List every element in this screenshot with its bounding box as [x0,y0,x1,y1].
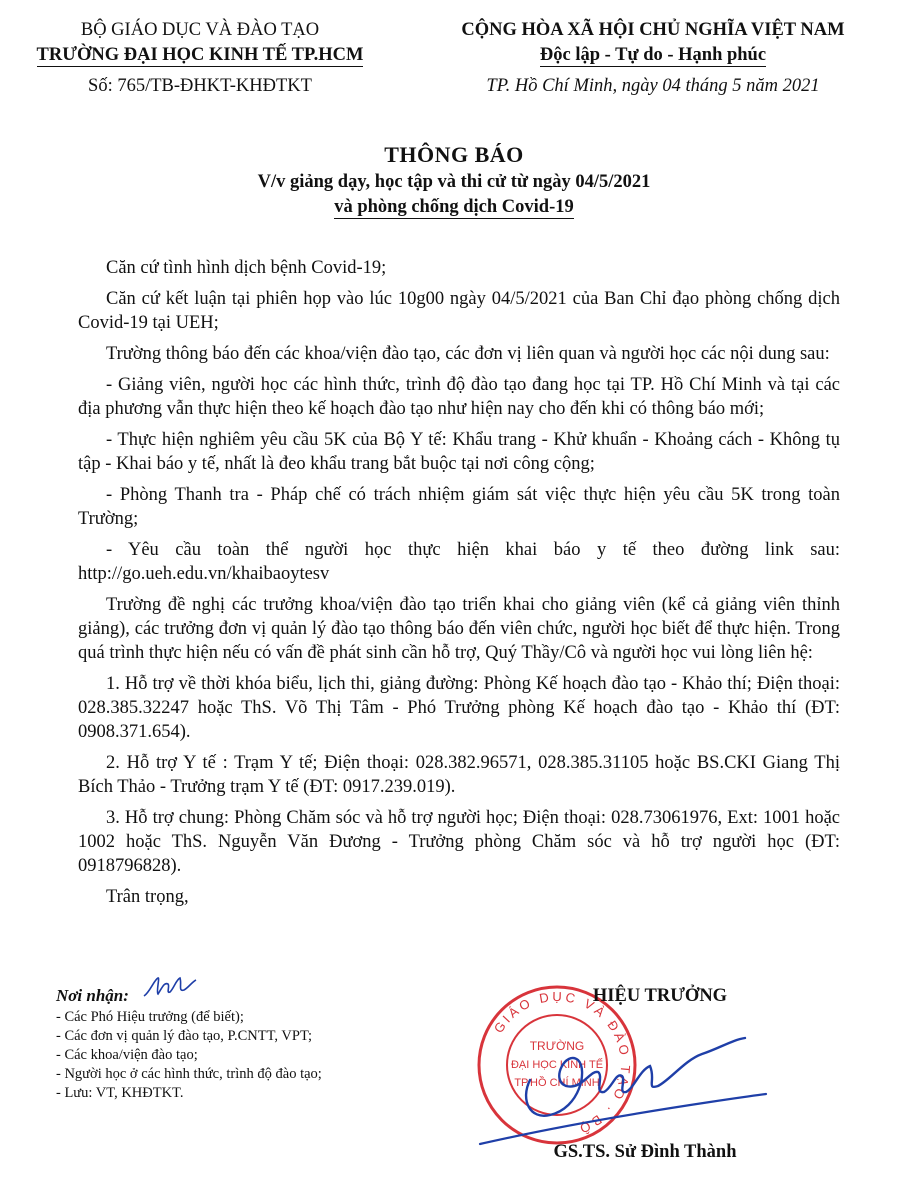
initial-signature [140,972,200,1002]
document-subtitle-2-text: và phòng chống dịch Covid-19 [334,197,574,217]
header-left [10,18,390,99]
recipient-item: - Các đơn vị quản lý đào tạo, P.CNTT, VPT; [56,1028,313,1044]
document-subtitle-2 [0,195,908,220]
header-right [418,18,888,99]
ministry-name: BỘ GIÁO DỤC VÀ ĐÀO TẠO [80,20,320,40]
stamp-line-3: TP.HỒ CHÍ MINH [514,1077,600,1089]
body-paragraph: Trường thông báo đến các khoa/viện đào tạo, các đơn vị liên quan và người học các nội dung sau: [106,344,830,364]
document-body [78,256,840,916]
body-paragraph: - Giảng viên, người học các hình thức, trình độ đào tạo đang học tại TP. Hồ Chí Minh và tại các địa phương vẫn thực hiện theo kế hoạch đào tạo như hiện nay cho đến khi có thông báo mới; [78,375,840,419]
country-name: CỘNG HÒA XÃ HỘI CHỦ NGHĨA VIỆT NAM [461,20,845,40]
body-paragraph: Căn cứ tình hình dịch bệnh Covid-19; [106,258,387,278]
recipients-title-row [56,986,436,1006]
recipient-item: - Các Phó Hiệu trưởng (để biết); [56,1009,244,1025]
principal-signature [470,1010,770,1150]
motto-text: Độc lập - Tự do - Hạnh phúc [539,45,767,65]
body-paragraph: Trường đề nghị các trưởng khoa/viện đào tạo triển khai cho giảng viên (kể cả giảng viên thỉnh giảng), các trưởng đơn vị quản lý đào tạo thông báo đến viên chức, người học biết để thực hiện. Trong quá trình thực hiện nếu có vấn đề phát sinh cần hỗ trợ, Quý Thầy/Cô và người học vui lòng liên hệ: [78,595,840,663]
document-title-block [0,142,908,220]
recipients-title: Nơi nhận: [56,986,129,1005]
school-name [10,43,390,68]
body-paragraph: Căn cứ kết luận tại phiên họp vào lúc 10g00 ngày 04/5/2021 của Ban Chỉ đạo phòng chống dịch Covid-19 tại UEH; [78,289,840,333]
signer-name: GS.TS. Sử Đình Thành [553,1142,737,1162]
document-subtitle-1: V/v giảng dạy, học tập và thi cử từ ngày 04/5/2021 [257,172,651,192]
body-paragraph: - Phòng Thanh tra - Pháp chế có trách nhiệm giám sát việc thực hiện yêu cầu 5K trong toàn Trường; [78,485,840,529]
body-paragraph: 2. Hỗ trợ Y tế : Trạm Y tế; Điện thoại: 028.382.96571, 028.385.31105 hoặc BS.CKI Giang Thị Bích Thảo - Trưởng trạm Y tế (ĐT: 0917.239.019). [78,753,840,797]
stamp-line-1: TRƯỜNG [529,1039,585,1053]
stamp-line-2: ĐẠI HỌC KINH TẾ [510,1059,604,1071]
school-name-text: TRƯỜNG ĐẠI HỌC KINH TẾ TP.HCM [36,45,364,65]
recipient-item: - Các khoa/viện đào tạo; [56,1047,198,1063]
recipient-item: - Lưu: VT, KHĐTKT. [56,1085,184,1101]
body-paragraph: 1. Hỗ trợ về thời khóa biểu, lịch thi, giảng đường: Phòng Kế hoạch đào tạo - Khảo thí; Điện thoại: 028.385.32247 hoặc ThS. Võ Thị Tâm - Phó Trưởng phòng Kế hoạch đào tạo - Khảo thí (ĐT: 0908.371.654). [78,674,840,742]
document-date: TP. Hồ Chí Minh, ngày 04 tháng 5 năm 2021 [486,76,820,96]
body-paragraph: - Yêu cầu toàn thể người học thực hiện khai báo y tế theo đường link sau: http://go.ueh.edu.vn/khaibaoytesv [78,540,840,584]
document-number: Số: 765/TB-ĐHKT-KHĐTKT [88,76,312,96]
body-closing: Trân trọng, [106,887,189,907]
recipient-item: - Người học ở các hình thức, trình độ đào tạo; [56,1066,322,1082]
document-title: THÔNG BÁO [384,142,524,167]
recipients-block [56,986,436,1103]
body-paragraph: - Thực hiện nghiêm yêu cầu 5K của Bộ Y tế: Khẩu trang - Khử khuẩn - Khoảng cách - Không tụ tập - Khai báo y tế, nhất là đeo khẩu trang bắt buộc tại nơi công cộng; [78,430,840,474]
recipients-list [56,1008,436,1103]
signature-title: HIỆU TRƯỞNG [592,986,728,1006]
body-paragraph: 3. Hỗ trợ chung: Phòng Chăm sóc và hỗ trợ người học; Điện thoại: 028.73061976, Ext: 1001 hoặc 1002 hoặc ThS. Nguyễn Văn Đương - Trưởng phòng Chăm sóc và hỗ trợ người học (ĐT: 0918796828). [78,808,840,876]
motto [418,43,888,68]
stamp-ring-text: GIÁO DỤC VÀ ĐÀO TẠO · BỘ [490,988,634,1138]
